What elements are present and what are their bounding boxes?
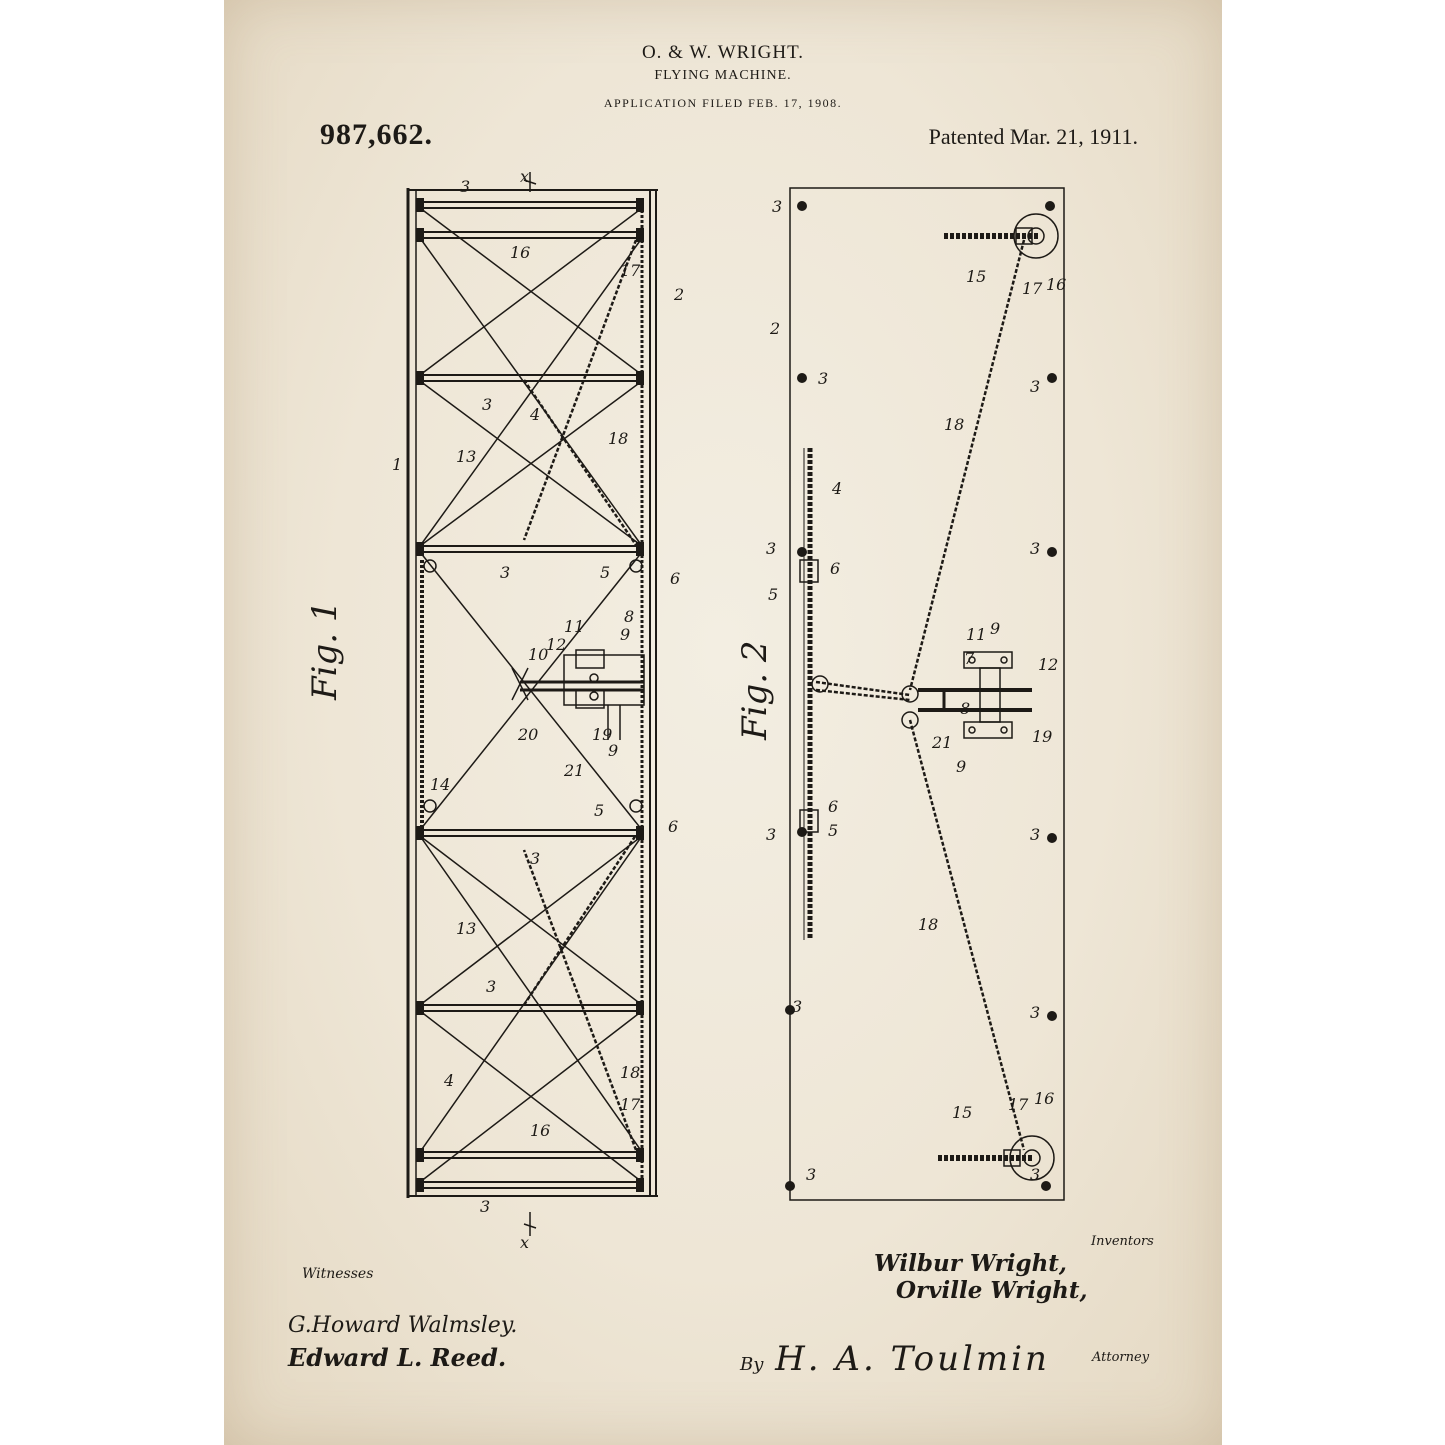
ref-numeral: 11 [966, 625, 987, 644]
ref-numeral: 3 [460, 177, 471, 196]
ref-numeral: 21 [932, 733, 953, 752]
ref-numeral: 13 [456, 447, 477, 466]
ref-numeral: 15 [952, 1103, 973, 1122]
ref-numeral: 8 [960, 699, 971, 718]
patent-title: FLYING MACHINE. [654, 68, 792, 83]
ref-numeral: 1 [392, 455, 403, 474]
ref-numeral: 3 [482, 395, 493, 414]
inventors-label: Inventors [1091, 1234, 1154, 1249]
ref-numeral: 3 [1030, 1003, 1041, 1022]
inventor-signature-orville: Orville Wright, [896, 1277, 1088, 1304]
ref-numeral: 12 [546, 635, 567, 654]
ref-numeral: 16 [510, 243, 531, 262]
ref-numeral: 17 [620, 261, 641, 280]
application-filed-line: APPLICATION FILED FEB. 17, 1908. [603, 96, 843, 110]
ref-numeral: 4 [530, 405, 541, 424]
ref-numeral: 3 [766, 825, 777, 844]
ref-numeral: 16 [530, 1121, 551, 1140]
patented-date: Patented Mar. 21, 1911. [928, 124, 1138, 149]
figure-1-label: Fig. 1 [305, 600, 345, 700]
ref-numeral: x [520, 1233, 530, 1252]
attorney-signature: H. A. Toulmin [775, 1339, 1050, 1379]
ref-numeral: 5 [768, 585, 779, 604]
patent-drawing [224, 0, 1222, 1445]
ref-numeral: 6 [828, 797, 839, 816]
inventor-signature-wilbur: Wilbur Wright, [874, 1250, 1067, 1277]
witness-signature-2: Edward L. Reed. [288, 1343, 507, 1372]
ref-numeral: 3 [1030, 825, 1041, 844]
ref-numeral: 3 [480, 1197, 491, 1216]
ref-numeral: 3 [792, 997, 803, 1016]
ref-numeral: 18 [918, 915, 939, 934]
ref-numeral: 20 [518, 725, 539, 744]
ref-numeral: 15 [966, 267, 987, 286]
ref-numeral: x [520, 167, 530, 186]
ref-numeral: 9 [990, 619, 1001, 638]
ref-numeral: 21 [564, 761, 585, 780]
ref-numeral: 9 [956, 757, 967, 776]
ref-numeral: 16 [1034, 1089, 1055, 1108]
ref-numeral: 9 [608, 741, 619, 760]
ref-numeral: 2 [770, 319, 781, 338]
ref-numeral: 6 [670, 569, 681, 588]
ref-numeral: 6 [830, 559, 841, 578]
ref-numeral: 13 [456, 919, 477, 938]
attorney-label: Attorney [1092, 1350, 1150, 1365]
ref-numeral: 3 [1030, 539, 1041, 558]
ref-numeral: 3 [500, 563, 511, 582]
ref-numeral: 3 [806, 1165, 817, 1184]
ref-numeral: 14 [430, 775, 451, 794]
figure-1-wing-truss [305, 167, 684, 1252]
ref-numeral: 3 [766, 539, 777, 558]
witness-signature-1: G.Howard Walmsley. [288, 1313, 518, 1338]
ref-numeral: 3 [818, 369, 829, 388]
ref-numeral: 5 [828, 821, 839, 840]
ref-numeral: 3 [772, 197, 783, 216]
ref-numeral: 18 [620, 1063, 641, 1082]
ref-numeral: 3 [1030, 1165, 1041, 1184]
ref-numeral: 17 [1008, 1095, 1029, 1114]
ref-numeral: 3 [1030, 377, 1041, 396]
ref-numeral: 11 [564, 617, 585, 636]
inventor-names-header: O. & W. WRIGHT. [641, 42, 805, 63]
ref-numeral: 17 [1022, 279, 1043, 298]
ref-numeral: 5 [600, 563, 611, 582]
ref-numeral: 6 [668, 817, 679, 836]
ref-numeral: 17 [620, 1095, 641, 1114]
ref-numeral: 7 [964, 649, 975, 668]
ref-numeral: 2 [674, 285, 685, 304]
ref-numeral: 3 [486, 977, 497, 996]
ref-numeral: 18 [608, 429, 629, 448]
ref-numeral: 18 [944, 415, 965, 434]
witnesses-label: Witnesses [302, 1266, 374, 1282]
by-label: By [740, 1354, 764, 1375]
figure-2-label: Fig. 2 [735, 640, 775, 740]
ref-numeral: 19 [592, 725, 613, 744]
patent-number: 987,662. [320, 118, 433, 151]
ref-numeral: 19 [1032, 727, 1053, 746]
ref-numeral: 3 [530, 849, 541, 868]
ref-numeral: 12 [1038, 655, 1059, 674]
attorney-signature-line [740, 1339, 1050, 1379]
ref-numeral: 10 [528, 645, 549, 664]
ref-numeral: 16 [1046, 275, 1067, 294]
patent-sheet [224, 0, 1222, 1445]
ref-numeral: 8 [624, 607, 635, 626]
ref-numeral: 9 [620, 625, 631, 644]
ref-numeral: 4 [832, 479, 843, 498]
ref-numeral: 4 [444, 1071, 455, 1090]
figure-2-plan-view [735, 188, 1066, 1200]
ref-numeral: 5 [594, 801, 605, 820]
